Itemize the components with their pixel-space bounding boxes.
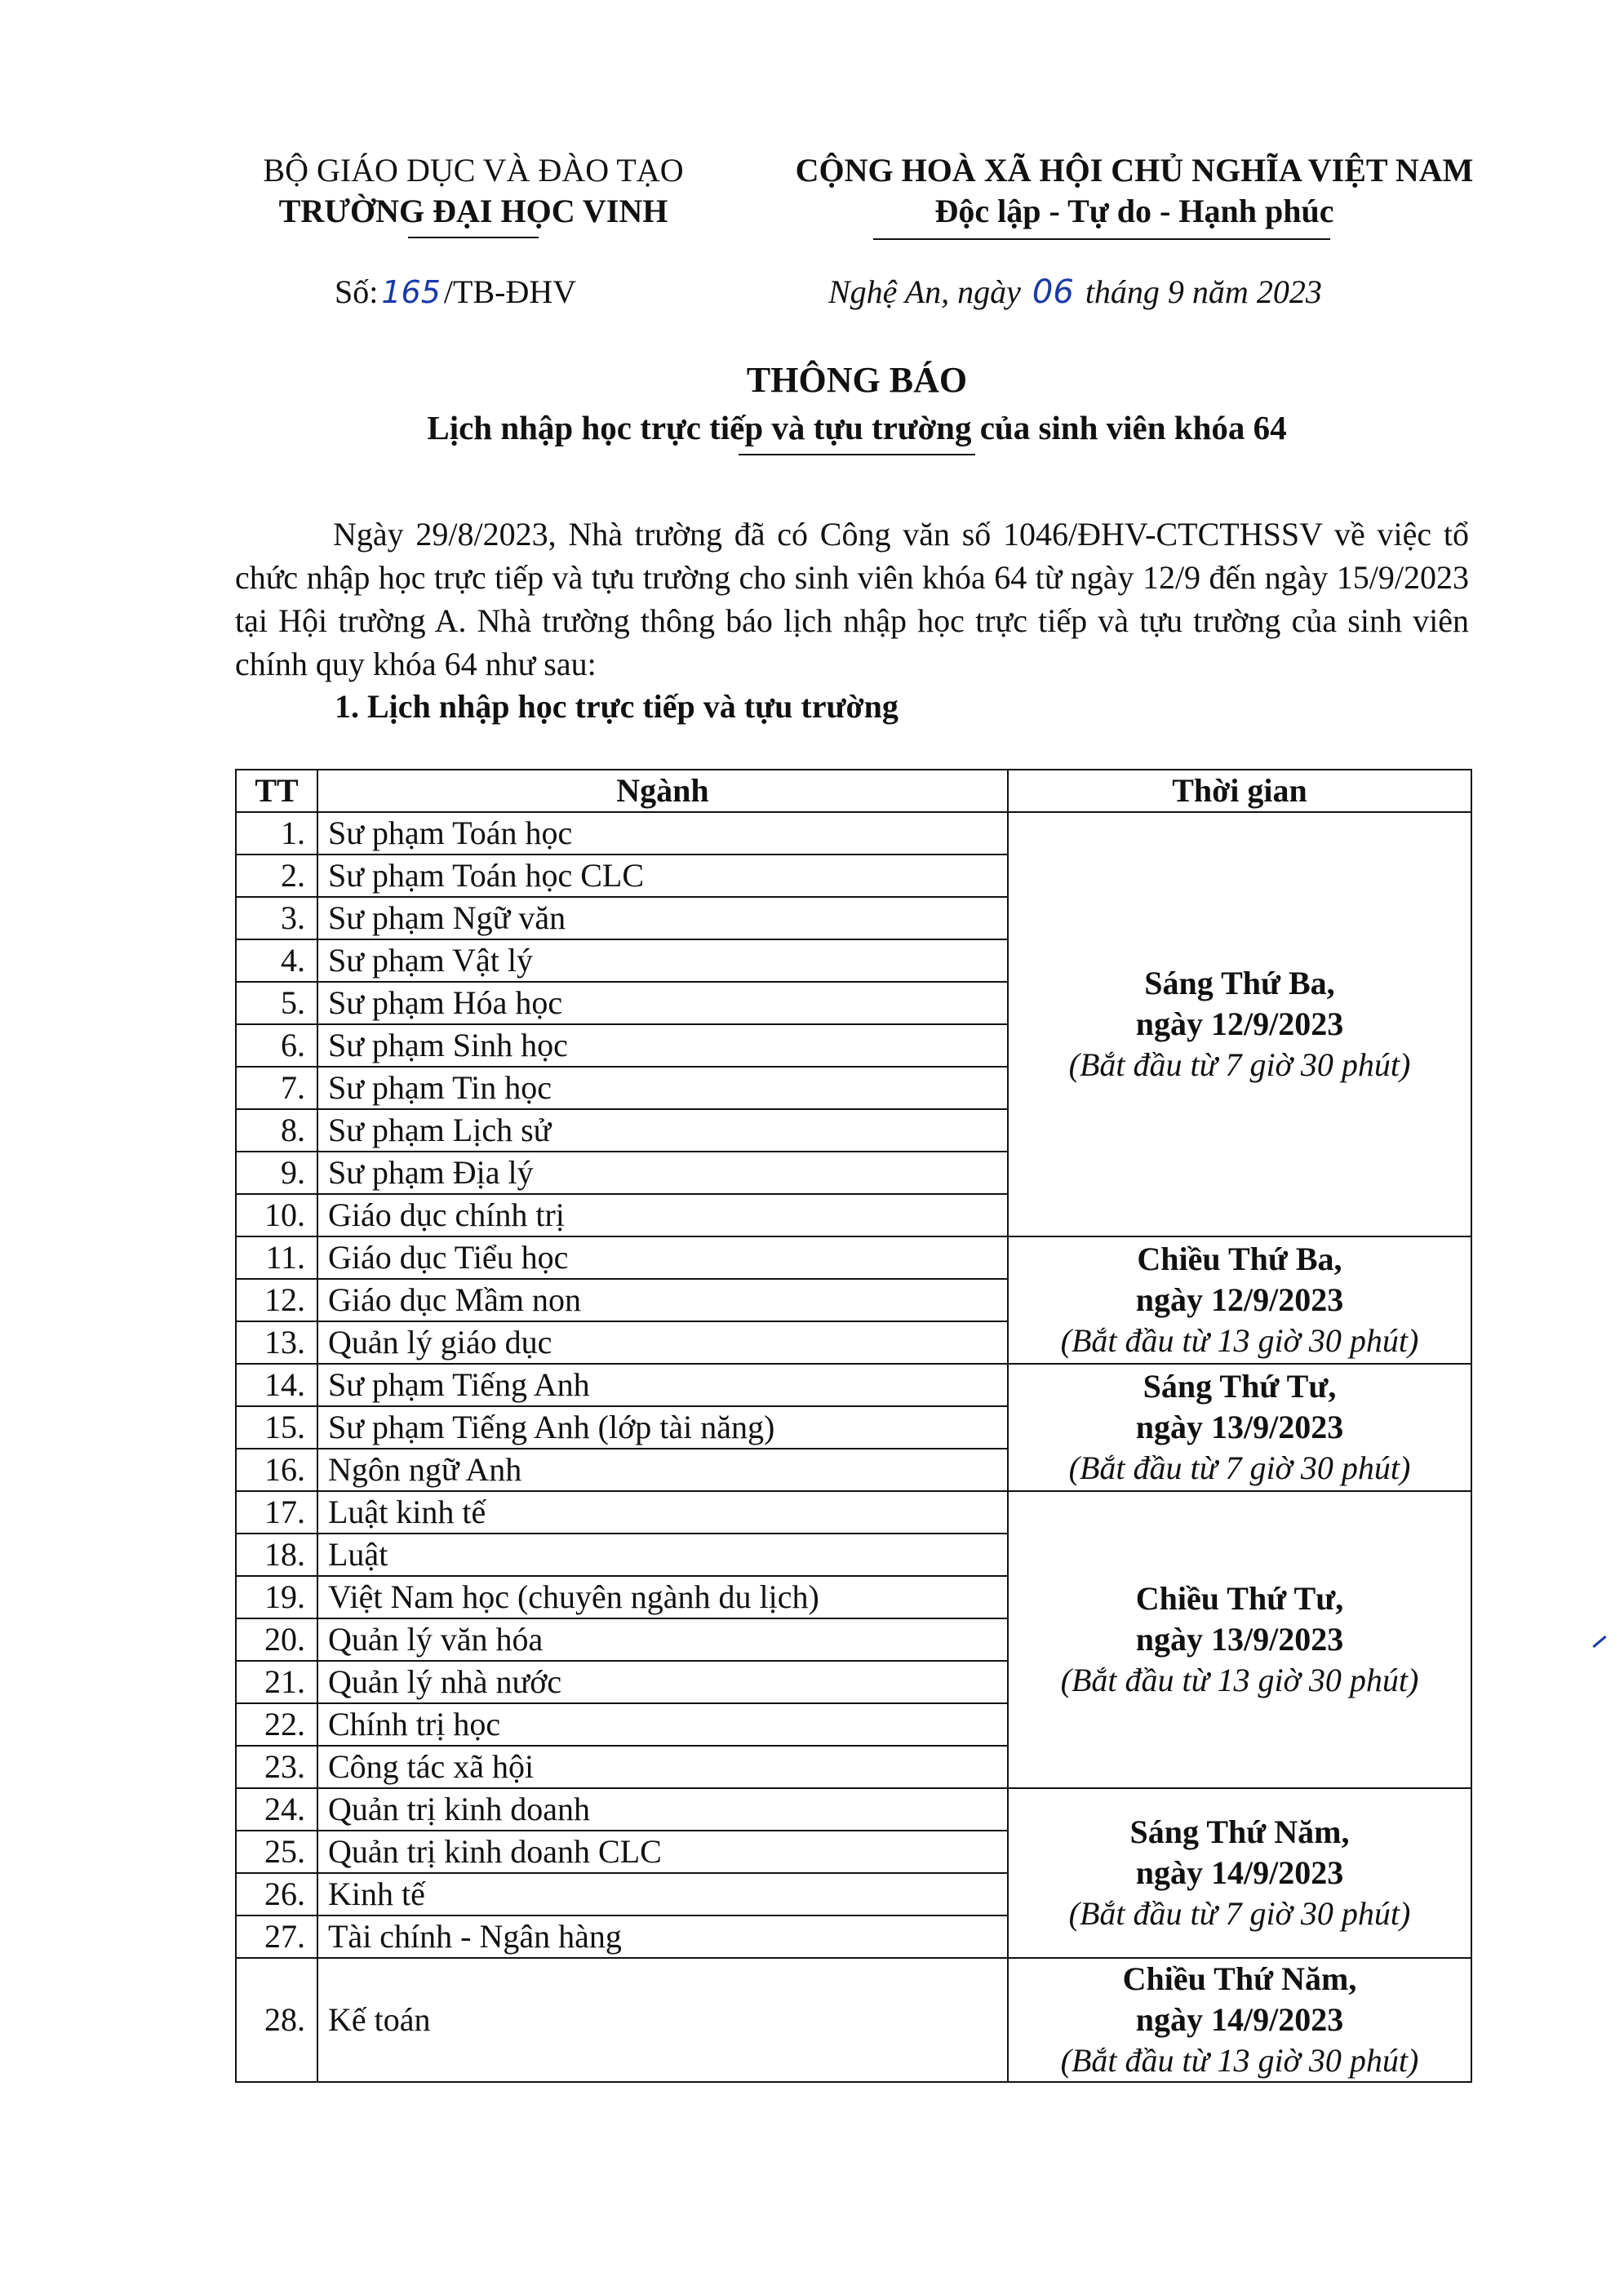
notice-subtitle: Lịch nhập học trực tiếp và tựu trường của sinh viên khóa 64: [427, 409, 1287, 446]
pen-mark: [1592, 1636, 1606, 1648]
time-day: Sáng Thứ Ba,: [1144, 965, 1335, 1001]
doc-number-handwritten: 165: [381, 274, 441, 310]
row-number: 8.: [236, 1109, 317, 1152]
row-number: 26.: [236, 1873, 317, 1915]
row-number: 24.: [236, 1788, 317, 1831]
subtitle-underline: [739, 454, 975, 455]
header-major: Ngành: [317, 770, 1008, 812]
time-start: (Bắt đầu từ 13 giờ 30 phút): [1060, 1662, 1419, 1698]
row-number: 21.: [236, 1661, 317, 1703]
row-number: 7.: [236, 1067, 317, 1109]
row-number: 9.: [236, 1152, 317, 1194]
time-cell: [1008, 1958, 1471, 2082]
time-day: Chiều Thứ Tư,: [1135, 1580, 1344, 1617]
header-time: Thời gian: [1008, 770, 1471, 812]
row-major: Kinh tế: [317, 1873, 1008, 1915]
row-major: Sư phạm Toán học CLC: [317, 855, 1008, 897]
table-header-row: [236, 770, 1471, 812]
row-major: Sư phạm Tiếng Anh: [317, 1364, 1008, 1406]
time-cell: [1008, 812, 1471, 1236]
doc-number-prefix: Số:: [335, 273, 379, 310]
nation-name: CỘNG HOÀ XÃ HỘI CHỦ NGHĨA VIỆT NAM: [795, 152, 1474, 189]
ministry-name: BỘ GIÁO DỤC VÀ ĐÀO TẠO: [263, 152, 684, 189]
row-major: Kế toán: [317, 1958, 1008, 2082]
document-number: [335, 273, 576, 311]
body-paragraph: Ngày 29/8/2023, Nhà trường đã có Công văn số 1046/ĐHV-CTCTHSSV về việc tổ chức nhập học trực tiếp và tựu trường cho sinh viên khóa 64 từ ngày 12/9 đến ngày 15/9/2023 tại Hội trường A. Nhà trường thông báo lịch nhập học trực tiếp và tựu trường của sinh viên chính quy khóa 64 như sau:: [235, 516, 1469, 682]
row-major: Sư phạm Lịch sử: [317, 1109, 1008, 1152]
time-day: Chiều Thứ Ba,: [1137, 1241, 1342, 1277]
table-row: [236, 1364, 1471, 1406]
row-number: 23.: [236, 1746, 317, 1788]
time-cell: [1008, 1491, 1471, 1788]
row-major: Sư phạm Tiếng Anh (lớp tài năng): [317, 1406, 1008, 1449]
row-major: Ngôn ngữ Anh: [317, 1449, 1008, 1491]
motto-underline: [873, 238, 1330, 240]
row-number: 17.: [236, 1491, 317, 1534]
row-number: 6.: [236, 1024, 317, 1067]
time-date: ngày 12/9/2023: [1135, 1005, 1344, 1042]
row-number: 5.: [236, 982, 317, 1024]
row-major: Quản lý văn hóa: [317, 1618, 1008, 1661]
time-date: ngày 13/9/2023: [1135, 1621, 1344, 1658]
table-row: [236, 1788, 1471, 1831]
row-number: 15.: [236, 1406, 317, 1449]
row-major: Tài chính - Ngân hàng: [317, 1915, 1008, 1958]
place-date: [828, 273, 1322, 311]
row-major: Luật kinh tế: [317, 1491, 1008, 1534]
row-number: 11.: [236, 1236, 317, 1279]
row-number: 19.: [236, 1576, 317, 1618]
place-prefix: Nghệ An, ngày: [828, 273, 1021, 310]
row-major: Sư phạm Tin học: [317, 1067, 1008, 1109]
row-major: Sư phạm Hóa học: [317, 982, 1008, 1024]
row-number: 28.: [236, 1958, 317, 2082]
table-row: [236, 812, 1471, 855]
time-start: (Bắt đầu từ 7 giờ 30 phút): [1068, 1895, 1411, 1932]
day-handwritten: 06: [1032, 273, 1074, 311]
row-major: Sư phạm Ngữ văn: [317, 897, 1008, 939]
row-number: 3.: [236, 897, 317, 939]
row-major: Sư phạm Toán học: [317, 812, 1008, 855]
row-number: 22.: [236, 1703, 317, 1746]
row-major: Chính trị học: [317, 1703, 1008, 1746]
table-row: [236, 1491, 1471, 1534]
header-tt: TT: [236, 770, 317, 812]
doc-number-suffix: /TB-ĐHV: [443, 273, 577, 310]
row-major: Giáo dục chính trị: [317, 1194, 1008, 1236]
row-major: Giáo dục Mầm non: [317, 1279, 1008, 1321]
row-major: Việt Nam học (chuyên ngành du lịch): [317, 1576, 1008, 1618]
time-start: (Bắt đầu từ 7 giờ 30 phút): [1068, 1449, 1411, 1486]
row-major: Sư phạm Địa lý: [317, 1152, 1008, 1194]
place-suffix: tháng 9 năm 2023: [1085, 273, 1322, 310]
time-start: (Bắt đầu từ 7 giờ 30 phút): [1068, 1046, 1411, 1083]
schedule-table: [235, 769, 1472, 2083]
row-number: 1.: [236, 812, 317, 855]
table-row: [236, 1236, 1471, 1279]
row-number: 20.: [236, 1618, 317, 1661]
time-start: (Bắt đầu từ 13 giờ 30 phút): [1060, 1322, 1419, 1359]
table-row: [236, 1958, 1471, 2082]
school-name: TRƯỜNG ĐẠI HỌC VINH: [278, 193, 668, 229]
row-major: Quản lý nhà nước: [317, 1661, 1008, 1703]
time-start: (Bắt đầu từ 13 giờ 30 phút): [1060, 2042, 1419, 2079]
time-date: ngày 14/9/2023: [1135, 1854, 1344, 1891]
time-cell: [1008, 1236, 1471, 1364]
row-major: Quản trị kinh doanh: [317, 1788, 1008, 1831]
time-cell: [1008, 1788, 1471, 1958]
section-title: 1. Lịch nhập học trực tiếp và tựu trường: [335, 688, 899, 725]
school-underline: [408, 237, 539, 238]
row-number: 10.: [236, 1194, 317, 1236]
time-date: ngày 13/9/2023: [1135, 1409, 1344, 1445]
time-day: Chiều Thứ Năm,: [1122, 1960, 1357, 1997]
national-motto: Độc lập - Tự do - Hạnh phúc: [934, 193, 1334, 229]
row-number: 13.: [236, 1321, 317, 1364]
row-number: 27.: [236, 1915, 317, 1958]
row-major: Công tác xã hội: [317, 1746, 1008, 1788]
row-major: Quản trị kinh doanh CLC: [317, 1831, 1008, 1873]
row-number: 12.: [236, 1279, 317, 1321]
row-major: Giáo dục Tiểu học: [317, 1236, 1008, 1279]
row-number: 14.: [236, 1364, 317, 1406]
row-number: 16.: [236, 1449, 317, 1491]
time-day: Sáng Thứ Năm,: [1129, 1813, 1350, 1850]
row-number: 4.: [236, 939, 317, 982]
time-date: ngày 14/9/2023: [1135, 2001, 1344, 2038]
row-number: 2.: [236, 855, 317, 897]
row-number: 25.: [236, 1831, 317, 1873]
row-major: Luật: [317, 1534, 1008, 1576]
row-major: Sư phạm Vật lý: [317, 939, 1008, 982]
notice-title: THÔNG BÁO: [746, 360, 968, 400]
time-date: ngày 12/9/2023: [1135, 1281, 1344, 1318]
row-number: 18.: [236, 1534, 317, 1576]
row-major: Sư phạm Sinh học: [317, 1024, 1008, 1067]
time-cell: [1008, 1364, 1471, 1491]
row-major: Quản lý giáo dục: [317, 1321, 1008, 1364]
time-day: Sáng Thứ Tư,: [1143, 1368, 1337, 1405]
